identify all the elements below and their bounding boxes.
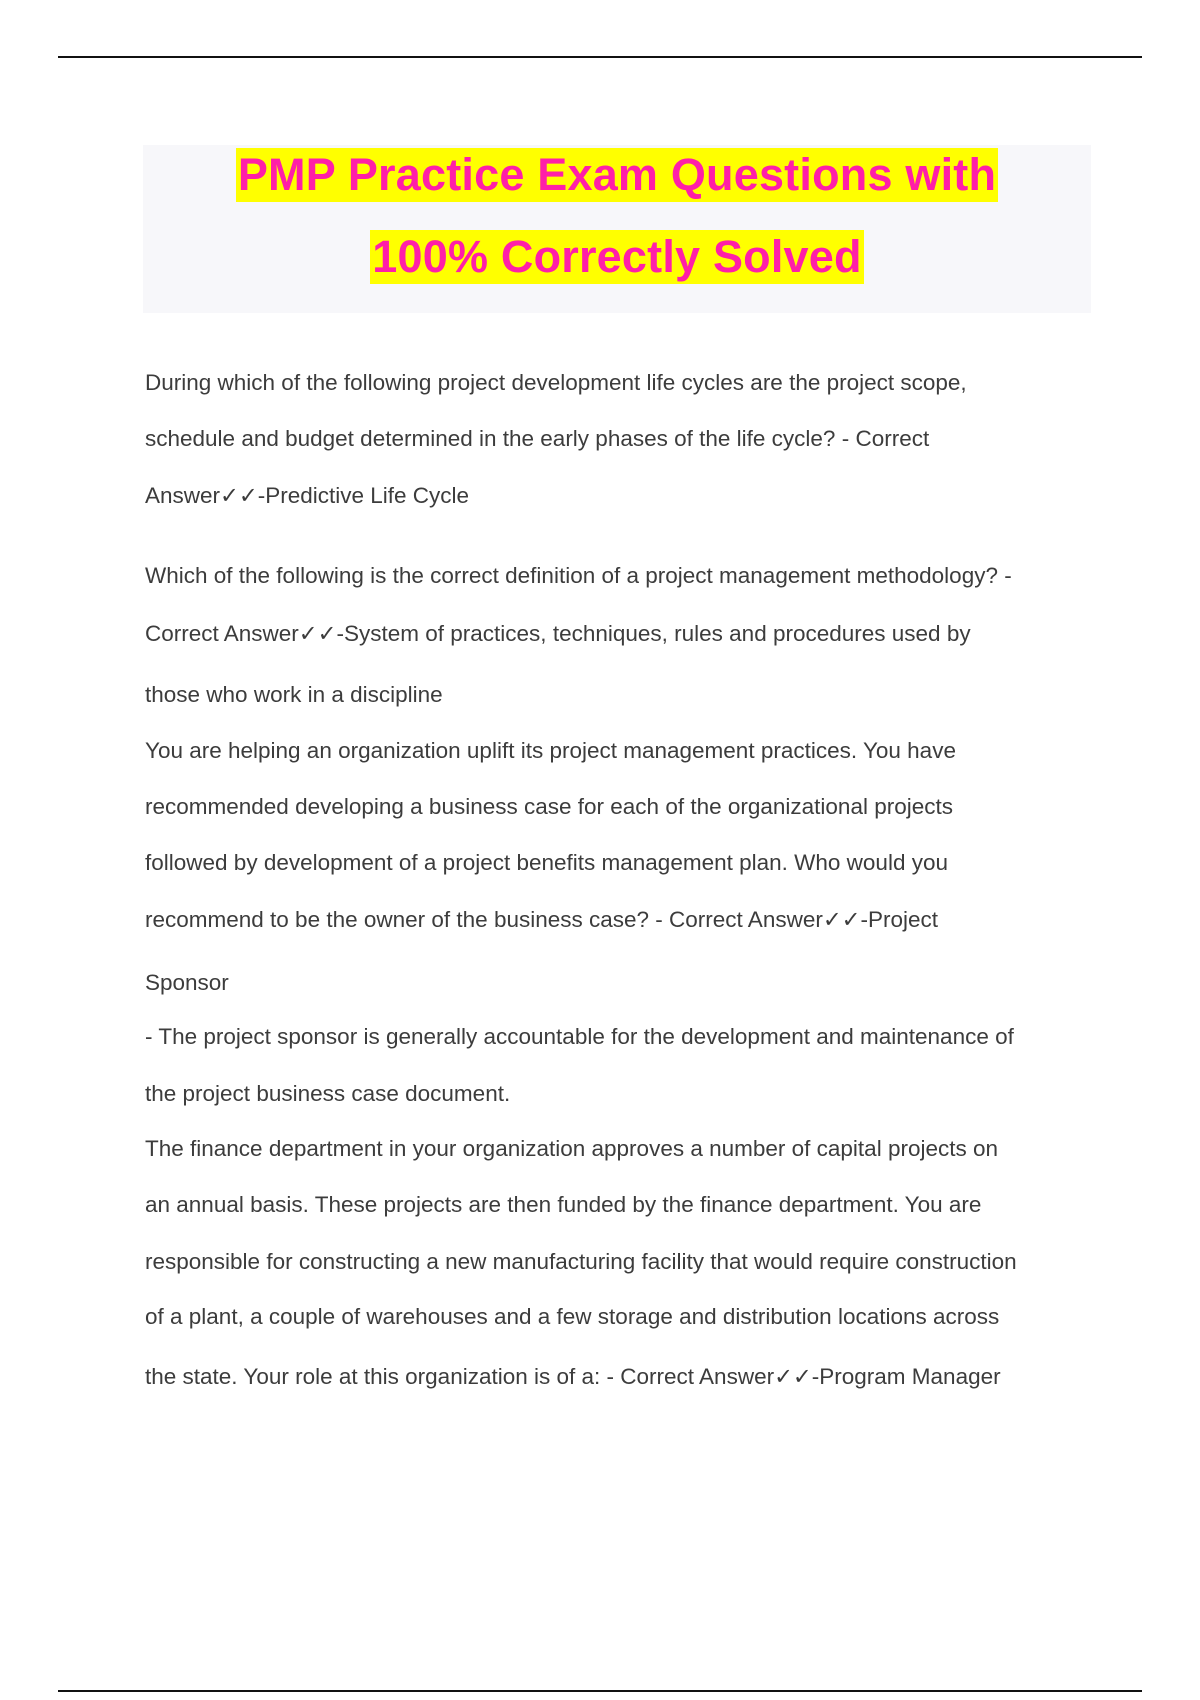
title-block: [143, 145, 1091, 313]
body-line: followed by development of a project benefits management plan. Who would you: [145, 850, 948, 875]
body-line: You are helping an organization uplift its project management practices. You have: [145, 738, 956, 763]
body-line: those who work in a discipline: [145, 682, 443, 707]
body-line: - The project sponsor is generally accountable for the development and maintenance of: [145, 1024, 1014, 1049]
body-line: the state. Your role at this organization is of a: - Correct Answer✓✓-Program Manager: [145, 1364, 1001, 1389]
footer-rule: [58, 1690, 1142, 1692]
title-text-1: PMP Practice Exam Questions with: [237, 149, 997, 200]
title-line-1: [143, 148, 1091, 202]
body-line: schedule and budget determined in the early phases of the life cycle? - Correct: [145, 426, 930, 451]
title-line-2: [143, 230, 1091, 284]
header-rule: [58, 56, 1142, 58]
body-line: recommended developing a business case for each of the organizational projects: [145, 794, 953, 819]
body-line: the project business case document.: [145, 1081, 511, 1106]
body-line: responsible for constructing a new manufacturing facility that would require construction: [145, 1249, 1017, 1274]
body-line: recommend to be the owner of the business case? - Correct Answer✓✓-Project: [145, 907, 939, 932]
body-line: Sponsor: [145, 970, 229, 995]
body-line: Which of the following is the correct definition of a project management methodology? -: [145, 563, 1012, 588]
body-line: an annual basis. These projects are then funded by the finance department. You are: [145, 1192, 982, 1217]
body-line: Correct Answer✓✓-System of practices, techniques, rules and procedures used by: [145, 621, 971, 646]
body-line: The finance department in your organization approves a number of capital projects on: [145, 1136, 999, 1161]
body-line: Answer✓✓-Predictive Life Cycle: [145, 483, 470, 508]
body-line: During which of the following project development life cycles are the project scope,: [145, 370, 967, 395]
title-text-2: 100% Correctly Solved: [372, 231, 862, 282]
body-line: of a plant, a couple of warehouses and a few storage and distribution locations across: [145, 1304, 1000, 1329]
